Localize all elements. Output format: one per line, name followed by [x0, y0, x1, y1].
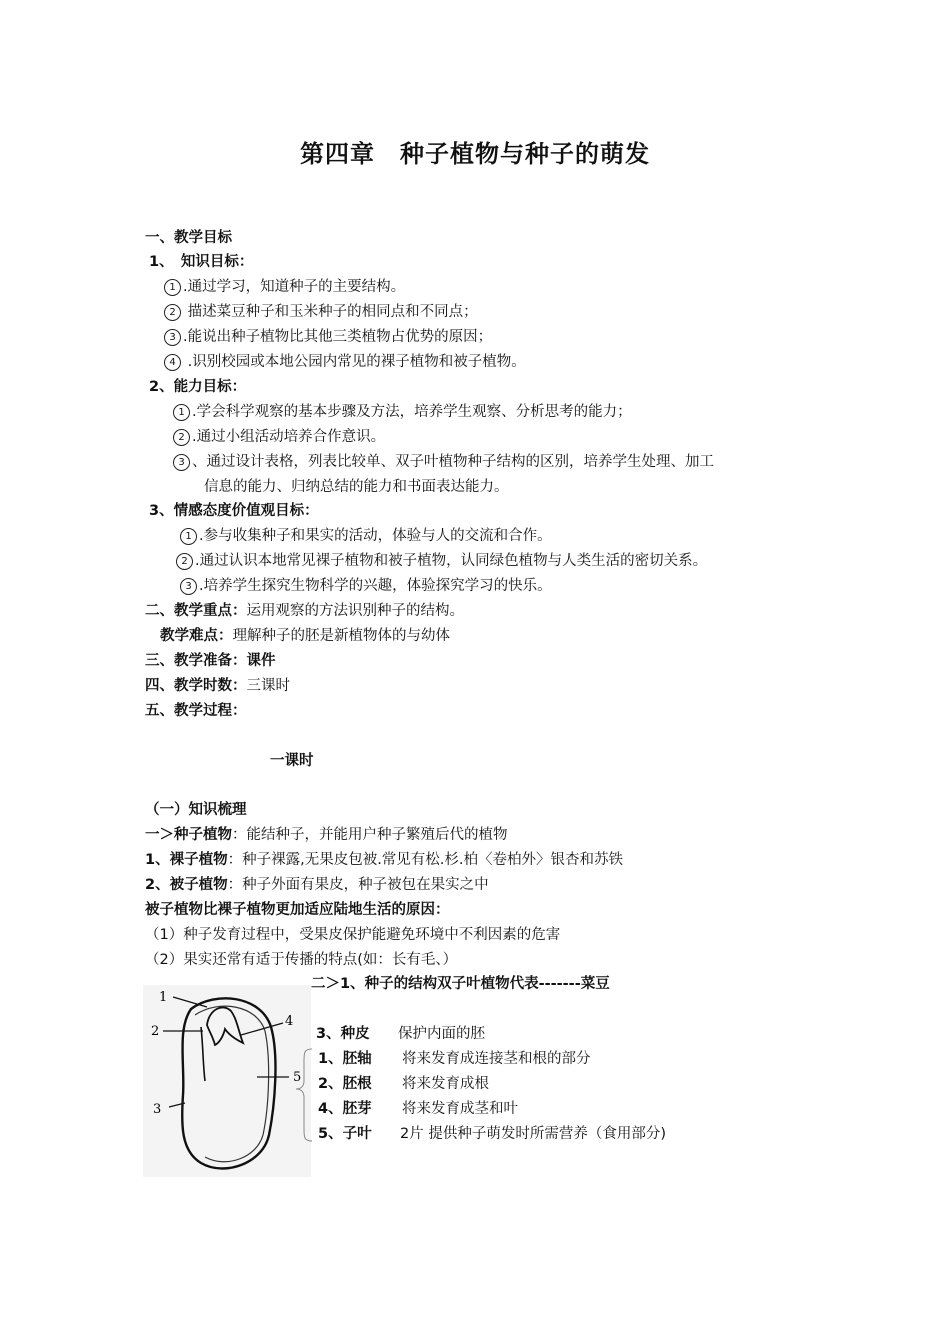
- circled-number: 1: [164, 279, 181, 296]
- seed-plant-definition: [145, 825, 508, 845]
- goal-text: .参与收集种子和果实的活动，体验与人的交流和合作。: [199, 528, 552, 544]
- fig-label-1: 1: [159, 990, 168, 1005]
- circled-number: 2: [173, 429, 190, 446]
- attitude-goals-label: 3、情感态度价值观目标：: [149, 503, 319, 519]
- difficulty-label: 教学难点：: [160, 628, 233, 644]
- part-heading: （一）知识梳理: [145, 802, 247, 818]
- knowledge-goal-item: [164, 277, 405, 297]
- knowledge-goal-item: [164, 352, 526, 372]
- preparation-text: 课件: [246, 653, 276, 669]
- circled-number: 1: [180, 528, 197, 545]
- bean-seed-drawing: [143, 985, 311, 1177]
- circled-number: 1: [173, 404, 190, 421]
- part-description: 将来发育成根: [402, 1076, 489, 1092]
- part-label: 1、胚轴: [318, 1051, 372, 1067]
- attitude-goal-item: [180, 526, 552, 546]
- structure-item-hypocotyl: [318, 1049, 591, 1069]
- circled-number: 3: [180, 578, 197, 595]
- attitude-goal-item: [180, 576, 552, 596]
- hours-text: 三课时: [246, 678, 290, 694]
- angiosperm-text: ：种子外面有果皮，种子被包在果实之中: [227, 877, 489, 893]
- goal-text: 、通过设计表格，列表比较单、双子叶植物种子结构的区别，培养学生处理、加工: [192, 454, 714, 470]
- reason-item: （1）种子发育过程中，受果皮保护能避免环境中不利因素的危害: [145, 927, 561, 943]
- part-description: 2片 提供种子萌发时所需营养（食用部分): [400, 1126, 666, 1142]
- knowledge-goals-label: 1、 知识目标：: [149, 254, 254, 270]
- angiosperm-definition: [145, 875, 489, 895]
- fig-label-5: 5: [293, 1070, 302, 1085]
- circled-number: 2: [176, 553, 193, 570]
- circled-number: 3: [164, 329, 181, 346]
- reason-item: （2）果实还常有适于传播的特点(如：长有毛、）: [145, 952, 458, 968]
- fig-label-2: 2: [151, 1024, 160, 1039]
- seed-plant-label: 一＞种子植物: [145, 827, 232, 843]
- gymnosperm-label: 1、裸子植物: [145, 852, 228, 868]
- ability-goals-label: 2、能力目标：: [149, 379, 247, 395]
- lesson-heading: 一课时: [270, 753, 314, 769]
- part-description: 保护内面的胚: [398, 1026, 485, 1042]
- reason-heading: 被子植物比裸子植物更加适应陆地生活的原因：: [145, 902, 450, 918]
- knowledge-goal-item: [164, 302, 478, 322]
- seed-plant-text: ：能结种子，并能用户种子繁殖后代的植物: [232, 827, 508, 843]
- gymnosperm-text: ：种子裸露,无果皮包被.常见有松.杉.柏〈卷柏外〉银杏和苏铁: [227, 852, 624, 868]
- key-point-text: 运用观察的方法识别种子的结构。: [246, 603, 464, 619]
- embryo-bracket: [294, 1033, 316, 1145]
- hours-label: 四、教学时数：: [145, 678, 247, 694]
- ability-goal-item: [173, 427, 385, 447]
- angiosperm-label: 2、被子植物: [145, 877, 228, 893]
- goal-text: .能说出种子植物比其他三类植物占优势的原因；: [183, 329, 493, 345]
- structure-item-seed-coat: [316, 1024, 485, 1044]
- process-label: 五、教学过程：: [145, 703, 247, 719]
- section-heading-objectives: 一、教学目标: [145, 230, 232, 246]
- attitude-goal-item: [176, 551, 707, 571]
- bean-seed-diagram: [143, 985, 311, 1177]
- preparation-line: [145, 651, 276, 671]
- gymnosperm-definition: [145, 850, 623, 870]
- ability-goal-item: [173, 452, 714, 472]
- circled-number: 4: [164, 354, 181, 371]
- goal-text: 描述菜豆种子和玉米种子的相同点和不同点；: [183, 304, 478, 320]
- structure-item-plumule: [318, 1099, 518, 1119]
- part-description: 将来发育成连接茎和根的部分: [402, 1051, 591, 1067]
- plumule-shape: [207, 1007, 243, 1045]
- part-label: 5、子叶: [318, 1126, 372, 1142]
- key-point-line: [145, 601, 464, 621]
- structure-item-cotyledon: [318, 1124, 666, 1144]
- goal-text: .识别校园或本地公园内常见的裸子植物和被子植物。: [183, 354, 526, 370]
- preparation-label: 三、教学准备：: [145, 653, 247, 669]
- circled-number: 2: [164, 304, 181, 321]
- goal-text: .学会科学观察的基本步骤及方法，培养学生观察、分析思考的能力；: [192, 404, 632, 420]
- part-label: 3、种皮: [316, 1026, 370, 1042]
- fig-label-4: 4: [285, 1014, 294, 1029]
- circled-number: 3: [173, 454, 190, 471]
- difficulty-line: [160, 626, 450, 646]
- goal-text: .培养学生探究生物科学的兴趣，体验探究学习的快乐。: [199, 578, 552, 594]
- part-description: 将来发育成茎和叶: [402, 1101, 518, 1117]
- part-label: 4、胚芽: [318, 1101, 372, 1117]
- ability-goal-continuation: 信息的能力、归纳总结的能力和书面表达能力。: [204, 479, 509, 495]
- page-title: 第四章 种子植物与种子的萌发: [300, 140, 650, 168]
- goal-text: .通过学习，知道种子的主要结构。: [183, 279, 406, 295]
- part-label: 2、胚根: [318, 1076, 372, 1092]
- key-point-label: 二、教学重点：: [145, 603, 247, 619]
- ability-goal-item: [173, 402, 632, 422]
- structure-heading: 二＞1、种子的结构双子叶植物代表-------菜豆: [311, 976, 610, 992]
- knowledge-goal-item: [164, 327, 492, 347]
- fig-label-3: 3: [153, 1102, 162, 1117]
- hours-line: [145, 676, 290, 696]
- goal-text: .通过认识本地常见裸子植物和被子植物，认同绿色植物与人类生活的密切关系。: [195, 553, 708, 569]
- difficulty-text: 理解种子的胚是新植物体的与幼体: [232, 628, 450, 644]
- goal-text: .通过小组活动培养合作意识。: [192, 429, 386, 445]
- structure-item-radicle: [318, 1074, 489, 1094]
